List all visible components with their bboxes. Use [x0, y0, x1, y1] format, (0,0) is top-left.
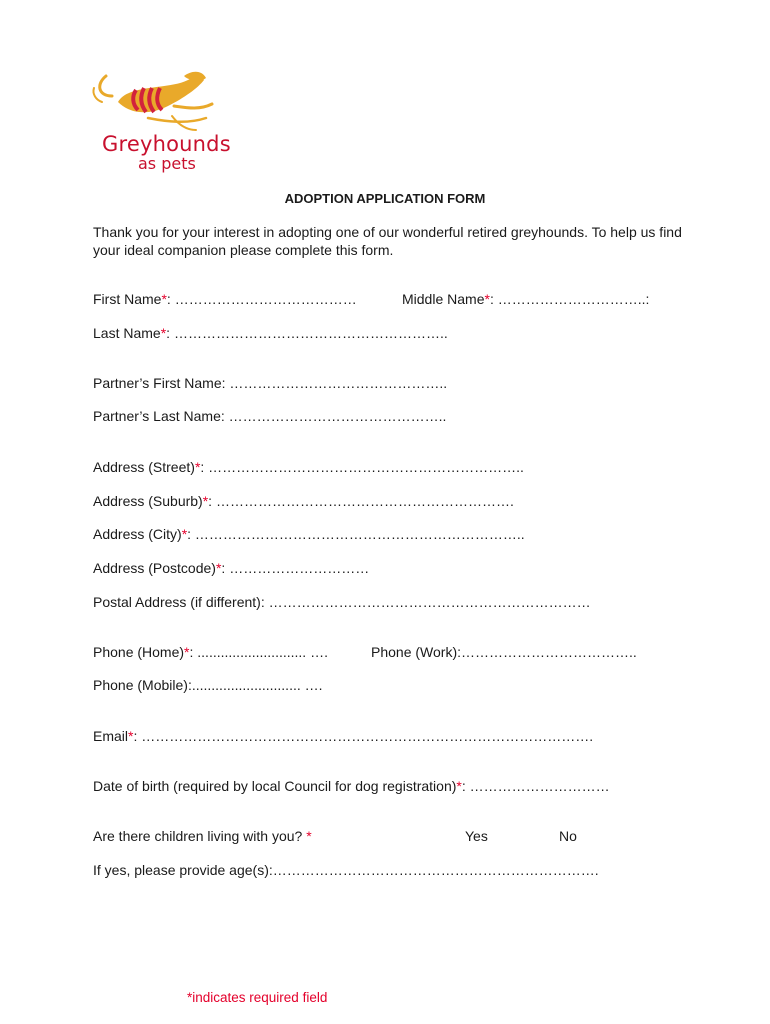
- required-marker: *: [456, 778, 462, 794]
- phone-mobile-label: Phone (Mobile):: [93, 677, 192, 693]
- greyhounds-as-pets-logo: [88, 66, 238, 176]
- phone-home-label: Phone (Home): [93, 644, 185, 660]
- email-label: Email: [93, 728, 129, 744]
- middle-name-input-line[interactable]: …………………………..:: [497, 291, 650, 307]
- address-postcode-input-line[interactable]: …………………………: [229, 560, 370, 576]
- partner-first-name-input-line[interactable]: ………………………………………..: [225, 375, 448, 391]
- date-of-birth-input-line[interactable]: …………………………: [469, 778, 610, 794]
- children-question: [93, 828, 312, 844]
- children-yes-option[interactable]: Yes: [465, 828, 488, 844]
- first-name-label: First Name: [93, 291, 162, 307]
- phone-work-input-line[interactable]: ………………………………..: [461, 644, 637, 660]
- email-input-line[interactable]: …………………………………………………………………………………….: [141, 728, 594, 744]
- form-title: ADOPTION APPLICATION FORM: [284, 191, 486, 206]
- children-ages-field[interactable]: [93, 862, 599, 878]
- last-name-label: Last Name: [93, 325, 161, 341]
- children-ages-input-line[interactable]: …………………………………………………………….: [272, 862, 599, 878]
- middle-name-label: Middle Name: [402, 291, 485, 307]
- postal-address-field[interactable]: [93, 594, 591, 610]
- greyhound-logo-icon: [88, 66, 238, 136]
- last-name-field[interactable]: Last Name*: …………………………………………………..: [93, 325, 448, 341]
- children-no-option[interactable]: No: [559, 828, 577, 844]
- required-marker: *: [194, 459, 201, 475]
- required-marker: *: [181, 526, 188, 542]
- required-marker: *: [306, 828, 312, 844]
- date-of-birth-field[interactable]: Date of birth (required by local Council for dog registration)*: …………………………: [93, 778, 610, 794]
- required-field-footnote: *indicates required field: [187, 990, 328, 1005]
- intro-text: Thank you for your interest in adopting one of our wonderful retired greyhounds. To help us find your ideal companion please complete this form.: [93, 224, 682, 258]
- address-street-input-line[interactable]: …………………………………………………………..: [208, 459, 524, 475]
- partner-first-name-field[interactable]: [93, 375, 447, 391]
- required-marker: *: [215, 560, 222, 576]
- logo-subtitle: as pets: [138, 154, 196, 173]
- phone-home-field[interactable]: Phone (Home)*: ............................ ….: [93, 644, 328, 660]
- phone-work-label: Phone (Work):: [371, 644, 461, 660]
- address-city-field[interactable]: Address (City)*: ……………………………………………………………..: [93, 526, 525, 542]
- required-marker: *: [160, 325, 167, 341]
- address-city-label: Address (City): [93, 526, 182, 542]
- required-marker: *: [128, 728, 134, 744]
- address-street-field[interactable]: Address (Street)*: …………………………………………………………..: [93, 459, 524, 475]
- required-marker: *: [484, 291, 490, 307]
- address-suburb-label: Address (Suburb): [93, 493, 203, 509]
- logo-title: Greyhounds: [102, 132, 231, 156]
- address-suburb-field[interactable]: Address (Suburb)*: ……………………………………………………….: [93, 493, 514, 509]
- partner-last-name-input-line[interactable]: ………………………………………..: [224, 408, 447, 424]
- postal-address-input-line[interactable]: ……………………………………………………………: [264, 594, 591, 610]
- first-name-field[interactable]: First Name*: …………………………………: [93, 291, 357, 307]
- required-marker: *: [184, 644, 190, 660]
- children-ages-label: If yes, please provide age(s):: [93, 862, 273, 878]
- address-city-input-line[interactable]: ……………………………………………………………..: [194, 526, 525, 542]
- partner-last-name-field[interactable]: [93, 408, 446, 424]
- phone-home-input-line[interactable]: ............................ ….: [197, 644, 328, 660]
- address-suburb-input-line[interactable]: ……………………………………………………….: [215, 493, 514, 509]
- first-name-input-line[interactable]: …………………………………: [174, 291, 357, 307]
- required-marker: *: [161, 291, 167, 307]
- required-marker: *: [202, 493, 209, 509]
- email-field[interactable]: Email*: …………………………………………………………………………………….: [93, 728, 594, 744]
- date-of-birth-label: Date of birth (required by local Council for dog registration): [93, 778, 457, 794]
- partner-last-name-label: Partner’s Last Name:: [93, 408, 225, 424]
- address-street-label: Address (Street): [93, 459, 195, 475]
- partner-first-name-label: Partner’s First Name:: [93, 375, 226, 391]
- phone-mobile-input-line[interactable]: ............................ ….: [191, 677, 323, 693]
- postal-address-label: Postal Address (if different):: [93, 594, 265, 610]
- phone-work-field[interactable]: [371, 644, 637, 660]
- phone-mobile-field[interactable]: [93, 677, 323, 693]
- address-postcode-field[interactable]: Address (Postcode)*: …………………………: [93, 560, 370, 576]
- address-postcode-label: Address (Postcode): [93, 560, 216, 576]
- last-name-input-line[interactable]: …………………………………………………..: [173, 325, 448, 341]
- children-question-label: Are there children living with you?: [93, 828, 307, 844]
- middle-name-field[interactable]: Middle Name*: …………………………..:: [402, 291, 650, 307]
